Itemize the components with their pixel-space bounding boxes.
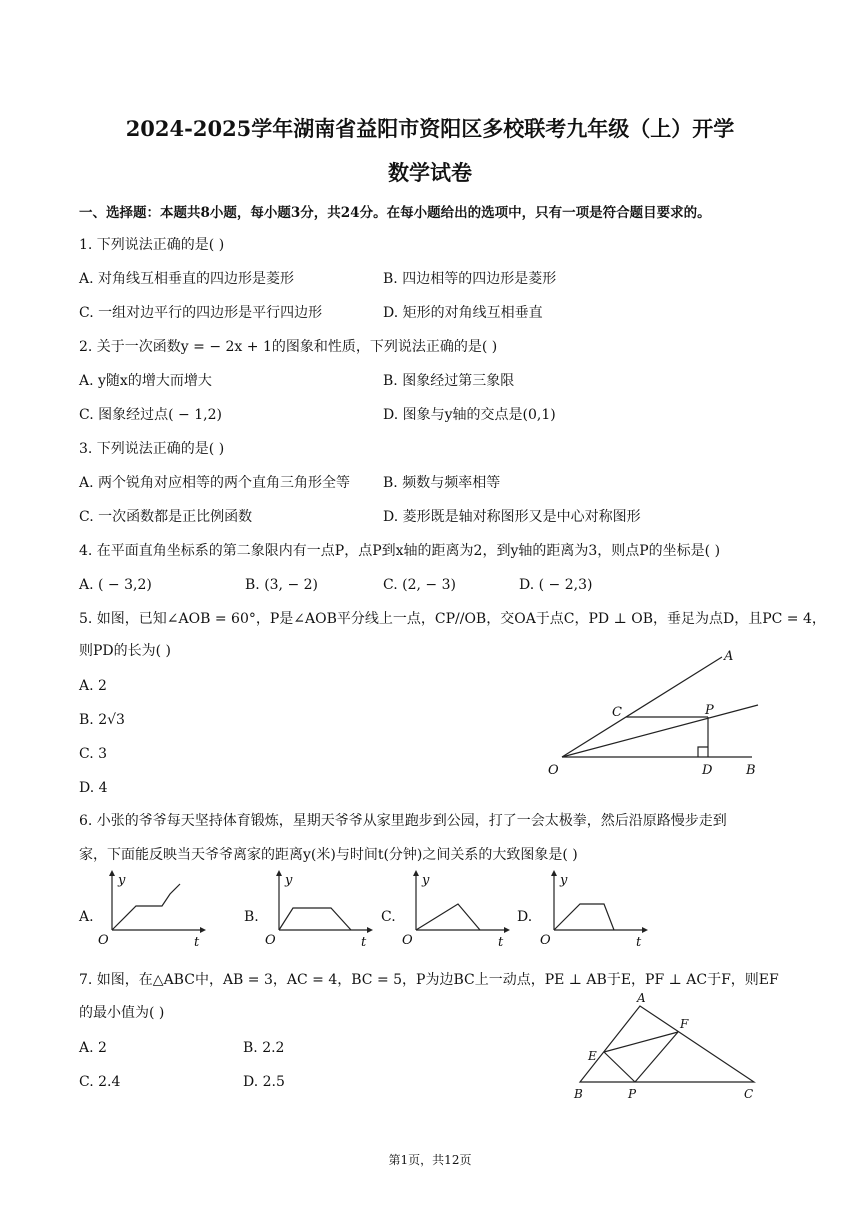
svg-text:y: y <box>118 873 126 888</box>
label-p: P <box>705 703 714 718</box>
q5-option-d: D. 4 <box>79 780 108 796</box>
svg-text:O: O <box>540 933 551 948</box>
q2-option-a: A. y随x的增大而增大 <box>79 373 212 389</box>
q3-stem: 3. 下列说法正确的是( ) <box>79 441 225 457</box>
label-a: A <box>724 649 734 664</box>
section-heading: 一、选择题：本题共8小题，每小题3分，共24分。在每小题给出的选项中，只有一项是符合题目要求的。 <box>79 205 711 221</box>
q4-stem: 4. 在平面直角坐标系的第二象限内有一点P，点P到x轴的距离为2，到y轴的距离为3，则点P的坐标是( ) <box>79 543 721 559</box>
segment-ef <box>604 1032 678 1052</box>
q6-graph-c <box>396 870 511 950</box>
graph-c-line <box>416 904 480 930</box>
q2-stem: 2. 关于一次函数y = − 2x + 1的图象和性质，下列说法正确的是( ) <box>79 339 498 355</box>
label-f: F <box>680 1017 689 1031</box>
page-subtitle: 数学试卷 <box>388 160 472 185</box>
q7-stem-line1: 7. 如图，在△ABC中，AB = 3，AC = 4，BC = 5，P为边BC上一动点，PE ⊥ AB于E，PF ⊥ AC于F，则EF <box>79 972 779 988</box>
q7-figure <box>566 990 766 1102</box>
label-p: P <box>628 1087 637 1101</box>
q6-option-b: B. <box>244 909 259 925</box>
svg-text:t: t <box>636 935 642 950</box>
q1-option-d: D. 矩形的对角线互相垂直 <box>383 305 543 321</box>
graph-d-line <box>554 904 614 930</box>
q5-option-b: B. 2√3 <box>79 712 125 728</box>
q3-option-a: A. 两个锐角对应相等的两个直角三角形全等 <box>79 475 351 491</box>
svg-text:t: t <box>498 935 504 950</box>
svg-text:y: y <box>285 873 293 888</box>
q7-option-a: A. 2 <box>79 1040 107 1056</box>
segment-pf <box>635 1032 678 1082</box>
svg-text:O: O <box>265 933 276 948</box>
q5-stem-line1: 5. 如图，已知∠AOB = 60°，P是∠AOB平分线上一点，CP//OB，交OA于点C，PD ⊥ OB，垂足为点D，且PC = 4， <box>79 611 826 627</box>
q6-option-c: C. <box>381 909 396 925</box>
svg-text:y: y <box>422 873 430 888</box>
q4-option-b: B. (3, − 2) <box>245 577 319 593</box>
q2-option-d: D. 图象与y轴的交点是(0,1) <box>383 407 556 423</box>
q5-option-a: A. 2 <box>79 678 107 694</box>
right-angle-mark <box>698 747 708 757</box>
q6-graph-d <box>534 870 649 950</box>
q5-option-c: C. 3 <box>79 746 108 762</box>
svg-text:t: t <box>194 935 200 950</box>
label-a: A <box>637 991 646 1005</box>
label-c: C <box>612 705 622 720</box>
q6-graph-b <box>259 870 374 950</box>
q5-figure <box>540 645 780 785</box>
q1-option-c: C. 一组对边平行的四边形是平行四边形 <box>79 305 323 321</box>
label-b: B <box>574 1087 583 1101</box>
q4-option-d: D. ( − 2,3) <box>519 577 593 593</box>
q6-stem-line1: 6. 小张的爷爷每天坚持体育锻炼，星期天爷爷从家里跑步到公园，打了一会太极拳，然后沿原路慢步走到 <box>79 813 727 829</box>
label-d: D <box>702 763 713 778</box>
q6-option-d: D. <box>517 909 533 925</box>
q6-option-a: A. <box>79 909 94 925</box>
segment-pe <box>604 1052 635 1082</box>
q7-option-c: C. 2.4 <box>79 1074 121 1090</box>
ray-oa <box>562 657 722 757</box>
q3-option-b: B. 频数与频率相等 <box>383 475 501 491</box>
ray-op <box>562 705 758 757</box>
q5-stem-line2: 则PD的长为( ) <box>79 643 172 659</box>
q3-option-d: D. 菱形既是轴对称图形又是中心对称图形 <box>383 509 641 525</box>
q2-option-c: C. 图象经过点( − 1,2) <box>79 407 222 423</box>
q4-option-c: C. (2, − 3) <box>383 577 456 593</box>
q7-option-b: B. 2.2 <box>243 1040 285 1056</box>
graph-a-line <box>112 884 180 930</box>
q1-option-a: A. 对角线互相垂直的四边形是菱形 <box>79 271 295 287</box>
svg-text:O: O <box>402 933 413 948</box>
q4-option-a: A. ( − 3,2) <box>79 577 152 593</box>
q2-option-b: B. 图象经过第三象限 <box>383 373 515 389</box>
q6-graph-a <box>92 870 207 950</box>
label-c: C <box>744 1087 754 1101</box>
q1-option-b: B. 四边相等的四边形是菱形 <box>383 271 557 287</box>
page-footer: 第1页，共12页 <box>388 1153 472 1167</box>
label-o: O <box>548 763 559 778</box>
label-e: E <box>588 1049 597 1063</box>
page-title: 2024-2025学年湖南省益阳市资阳区多校联考九年级（上）开学 <box>125 116 735 141</box>
svg-text:O: O <box>98 933 109 948</box>
q3-option-c: C. 一次函数都是正比例函数 <box>79 509 253 525</box>
q7-stem-line2: 的最小值为( ) <box>79 1005 165 1021</box>
q6-stem-line2: 家，下面能反映当天爷爷离家的距离y(米)与时间t(分钟)之间关系的大致图象是( ) <box>79 847 578 863</box>
graph-b-line <box>279 908 351 930</box>
q1-stem: 1. 下列说法正确的是( ) <box>79 237 225 253</box>
svg-text:y: y <box>560 873 568 888</box>
svg-text:t: t <box>361 935 367 950</box>
q7-option-d: D. 2.5 <box>243 1074 285 1090</box>
label-b: B <box>746 763 756 778</box>
